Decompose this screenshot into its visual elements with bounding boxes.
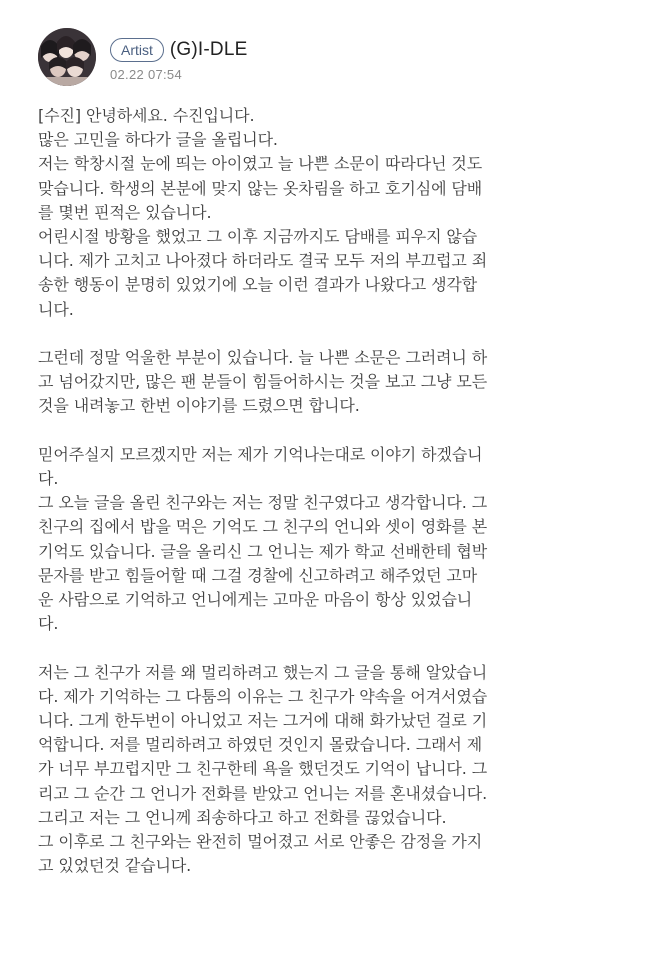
post-timestamp: 02.22 07:54	[110, 67, 182, 82]
post-body-text: [수진] 안녕하세요. 수진입니다. 많은 고민을 하다가 글을 올립니다. 저는 학창시절 눈에 띄는 아이였고 늘 나쁜 소문이 따라다닌 것도 맞습니다. 학생의 본분에 맞지 않는 옷차림을 하고 호기심에 담배 를 몇번 핀적은 있습니다. 어린시절 방황을 했었고 그 이후 지금까지도 담배를 피우지 않습 니다. 제가 고치고 나아졌다 하더라도 결국 모두 저의 부끄럽고 죄 송한 행동이 분명히 있었기에 오늘 이런 결과가 나왔다고 생각합 니다. 그런데 정말 억울한 부분이 있습니다. 늘 나쁜 소문은 그러려니 하 고 넘어갔지만, 많은 팬 분들이 힘들어하시는 것을 보고 그냥 모든 것을 내려놓고 한번 이야기를 드렸으면 합니다. 믿어주실지 모르겠지만 저는 제가 기억나는대로 이야기 하겠습니 다. 그 오늘 글을 올린 친구와는 저는 정말 친구였다고 생각합니다. 그 친구의 집에서 밥을 먹은 기억도 그 친구의 언니와 셋이 영화를 본 기억도 있습니다. 글을 올리신 그 언니는 제가 학교 선배한테 협박 문자를 받고 힘들어할 때 그걸 경찰에 신고하려고 해주었던 고마 운 사람으로 기억하고 언니에게는 고마운 마음이 항상 있었습니 다. 저는 그 친구가 저를 왜 멀리하려고 했는지 그 글을 통해 알았습니 다. 제가 기억하는 그 다툼의 이유는 그 친구가 약속을 어겨서였습 니다. 그게 한두번이 아니었고 저는 그거에 대해 화가났던 걸로 기 억합니다. 저를 멀리하려고 하였던 것인지 몰랐습니다. 그래서 제 가 너무 부끄럽지만 그 친구한테 욕을 했던것도 기억이 납니다. 그 리고 그 순간 그 언니가 전화를 받았고 언니는 저를 혼내셨습니다. 그리고 저는 그 언니께 죄송하다고 하고 전화를 끊었습니다. 그 이후로 그 친구와는 완전히 멀어졌고 서로 안좋은 감정을 가지 고 있었던것 같습니다.	[38, 106, 488, 876]
post-header	[38, 28, 638, 88]
avatar[interactable]	[38, 28, 96, 86]
group-photo-avatar-icon	[38, 28, 96, 86]
artist-badge: Artist	[110, 38, 164, 62]
author-name[interactable]: (G)I-DLE	[169, 39, 248, 60]
post-meta	[110, 37, 248, 82]
author-row	[110, 37, 248, 63]
